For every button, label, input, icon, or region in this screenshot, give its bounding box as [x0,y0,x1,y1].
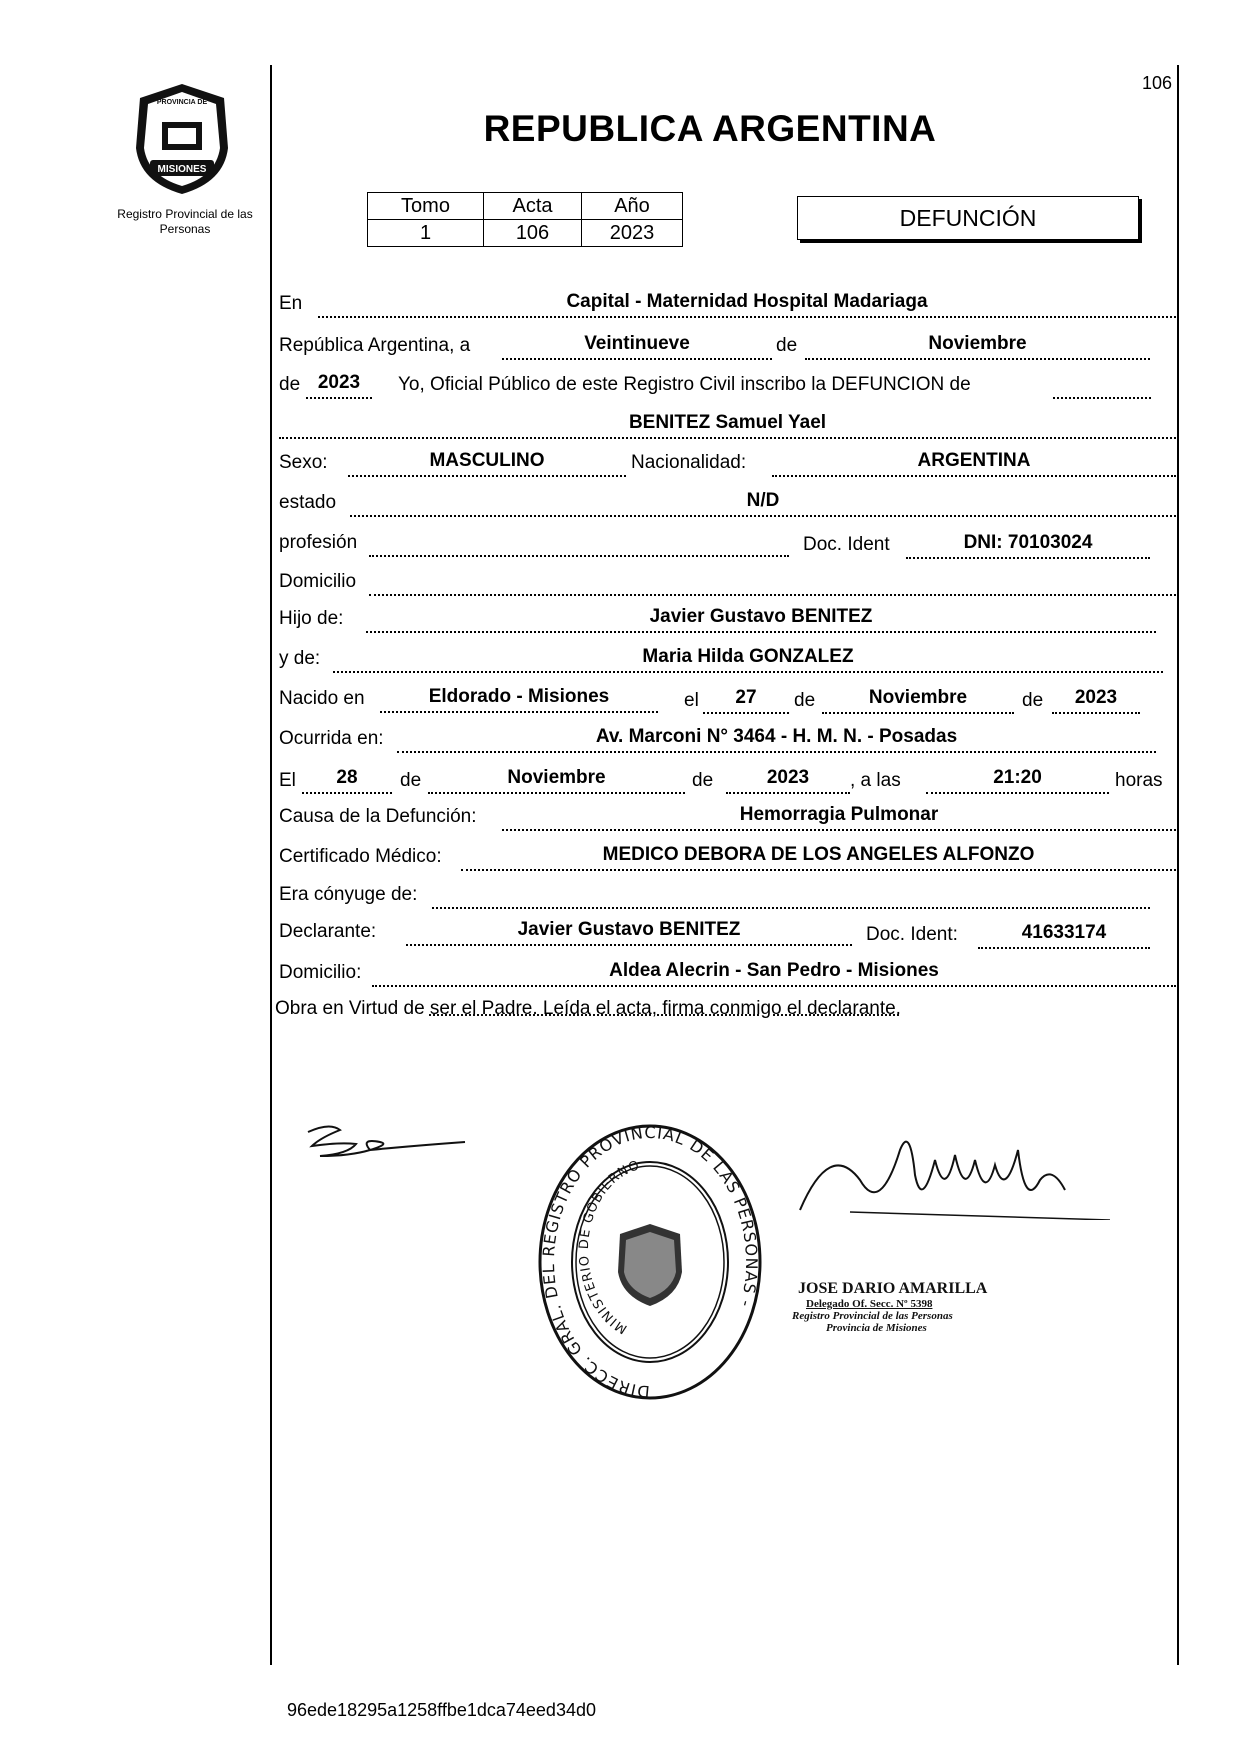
label-declarante: Declarante: [279,921,377,942]
label-domicilio: Domicilio [279,571,357,592]
label-y-de: y de: [279,648,321,669]
page-number: 106 [1142,73,1173,93]
registry-value-tomo: 1 [368,220,484,247]
label-horas: horas [1115,770,1163,791]
value-dia-defuncion: 28 [302,766,392,794]
svg-text:MINISTERIO DE GOBIERNO: MINISTERIO DE GOBIERNO [576,1158,642,1337]
label-en: En [279,293,303,314]
document-title: REPUBLICA ARGENTINA [483,108,937,149]
declarant-signature [300,1120,470,1170]
official-seal [530,1122,770,1412]
label-nacido-en: Nacido en [279,688,365,709]
value-declarante-domicilio: Aldea Alecrin - San Pedro - Misiones [372,959,1176,987]
value-anio: 2023 [306,371,372,399]
value-obra: ser el Padre. Leída el acta, firma conmigo el declarante. [429,998,901,1019]
value-domicilio [369,568,1176,596]
value-dia-nacimiento: 27 [703,686,789,714]
registry-table [367,192,683,247]
label-de4: de [1022,690,1044,711]
svg-text:MISIONES: MISIONES [157,164,207,175]
value-declarante-doc: 41633174 [978,921,1150,949]
official-stamp [792,1280,1092,1334]
value-anio-defuncion: 2023 [726,766,850,794]
label-causa: Causa de la Defunción: [279,806,477,827]
registry-header-tomo: Tomo [368,193,484,220]
value-declarante: Javier Gustavo BENITEZ [406,918,852,946]
left-margin-line [270,65,272,1665]
label-doc-ident2: Doc. Ident: [866,924,958,945]
label-sexo: Sexo: [279,452,328,473]
act-type-box: DEFUNCIÓN [797,196,1139,240]
value-mes-nacimiento: Noviembre [822,686,1014,714]
value-estado: N/D [350,489,1176,517]
value-lugar-defuncion: Av. Marconi N° 3464 - H. M. N. - Posadas [397,725,1156,753]
value-lugar-nacimiento: Eldorado - Misiones [380,685,658,713]
value-sexo: MASCULINO [348,449,626,477]
value-nacionalidad: ARGENTINA [772,449,1176,477]
obra-line [275,998,901,1020]
label-domicilio2: Domicilio: [279,962,362,983]
label-hijo-de: Hijo de: [279,608,344,629]
label-ocurrida-en: Ocurrida en: [279,728,384,749]
value-hora: 21:20 [926,766,1109,794]
stamp-line3: Registro Provincial de las Personas [792,1310,953,1322]
label-a-las: , a las [850,770,901,791]
organization-name: Registro Provincial de las Personas [117,207,253,236]
label-de5: de [400,770,422,791]
value-lugar: Capital - Maternidad Hospital Madariaga [318,290,1176,318]
label-republica: República Argentina, a [279,335,471,356]
label-de6: de [692,770,714,791]
stamp-name: JOSE DARIO AMARILLA [798,1280,988,1297]
registry-value-acta: 106 [484,220,582,247]
value-mes-defuncion: Noviembre [428,766,685,794]
stamp-line2: Delegado Of. Secc. Nº 5398 [806,1298,933,1310]
value-certificado: MEDICO DEBORA DE LOS ANGELES ALFONZO [461,843,1176,871]
label-intro: Yo, Oficial Público de este Registro Civil inscribo la DEFUNCION de [398,374,971,395]
value-madre: Maria Hilda GONZALEZ [333,645,1163,673]
label-nacionalidad: Nacionalidad: [631,452,747,473]
registry-header-anio: Año [582,193,683,220]
label-el2: El [279,770,296,791]
stamp-line4: Provincia de Misiones [826,1322,927,1334]
value-mes: Noviembre [805,332,1150,360]
value-dia-texto: Veintinueve [502,332,772,360]
label-estado: estado [279,492,337,513]
label-de2: de [279,374,301,395]
label-doc-ident: Doc. Ident [803,534,890,555]
label-conyuge: Era cónyuge de: [279,884,418,905]
province-emblem [128,78,236,200]
label-de: de [776,335,798,356]
label-de3: de [794,690,816,711]
document-hash: 96ede18295a1258ffbe1dca74eed34d0 [287,1700,596,1720]
value-fallecido: BENITEZ Samuel Yael [279,411,1176,439]
label-certificado: Certificado Médico: [279,846,442,867]
value-causa: Hemorragia Pulmonar [502,803,1176,831]
right-margin-line [1177,65,1179,1665]
official-signature [790,1120,1120,1220]
value-profesion [369,529,789,557]
value-padre: Javier Gustavo BENITEZ [366,605,1156,633]
registry-value-anio: 2023 [582,220,683,247]
label-obra: Obra en Virtud de [275,998,425,1019]
svg-text:DIRECC. GRAL. DEL REGISTRO PRO: DIRECC. GRAL. DEL REGISTRO PROVINCIAL DE LAS PERSONAS - [538,1122,762,1402]
dotted-fill [1053,396,1151,399]
label-profesion: profesión [279,532,358,553]
value-anio-nacimiento: 2023 [1052,686,1140,714]
value-doc: DNI: 70103024 [906,531,1150,559]
svg-text:PROVINCIA DE: PROVINCIA DE [156,99,208,106]
value-conyuge [432,881,1150,909]
registry-header-acta: Acta [484,193,582,220]
label-el: el [684,690,699,711]
